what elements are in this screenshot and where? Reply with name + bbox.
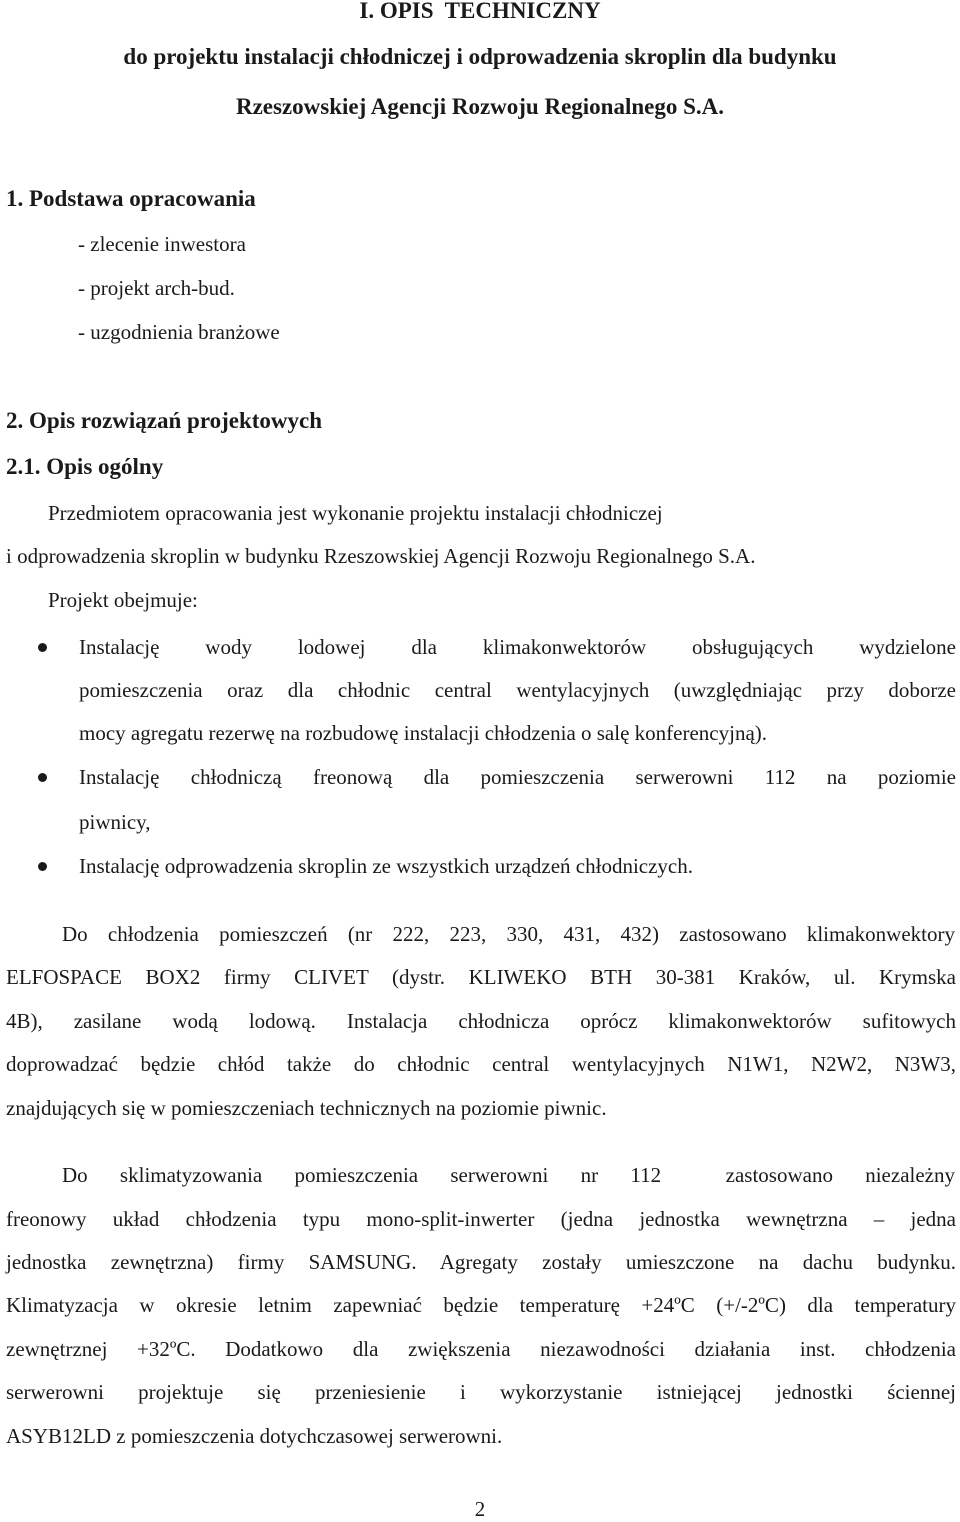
title-line-1: I. OPIS TECHNICZNY bbox=[359, 0, 601, 23]
bullet-dot-icon bbox=[38, 773, 47, 782]
title-line-2: do projektu instalacji chłodniczej i odprowadzenia skroplin dla budynku bbox=[123, 44, 837, 69]
basis-item: - zlecenie inwestora bbox=[78, 232, 246, 256]
basis-item: - projekt arch-bud. bbox=[78, 276, 235, 300]
paragraph-2-line: jednostka zewnętrzna) firmy SAMSUNG. Agregaty zostały umieszczone na dachu budynku. bbox=[6, 1250, 956, 1274]
bullet-line: piwnicy, bbox=[79, 810, 151, 834]
bullet-line: Instalację chłodniczą freonową dla pomieszczenia serwerowni 112 na poziomie bbox=[79, 765, 956, 789]
intro-line: i odprowadzenia skroplin w budynku Rzeszowskiej Agencji Rozwoju Regionalnego S.A. bbox=[6, 544, 756, 568]
basis-item: - uzgodnienia branżowe bbox=[78, 320, 280, 344]
bullet-dot-icon bbox=[38, 643, 47, 652]
paragraph-2-line: ASYB12LD z pomieszczenia dotychczasowej serwerowni. bbox=[6, 1424, 503, 1448]
section-2-heading: 2. Opis rozwiązań projektowych bbox=[6, 408, 323, 433]
bullet-line: Instalację odprowadzenia skroplin ze wszystkich urządzeń chłodniczych. bbox=[79, 854, 694, 878]
paragraph-2-line: Klimatyzacja w okresie letnim zapewniać będzie temperaturę +24ºC (+/-2ºC) dla temperatury bbox=[6, 1293, 956, 1317]
bullet-dot-icon bbox=[38, 862, 47, 871]
intro-line: Przedmiotem opracowania jest wykonanie projektu instalacji chłodniczej bbox=[48, 501, 663, 525]
paragraph-1-line: znajdujących się w pomieszczeniach technicznych na poziomie piwnic. bbox=[6, 1096, 607, 1120]
paragraph-2-line: zewnętrznej +32ºC. Dodatkowo dla zwiększenia niezawodności działania inst. chłodzenia bbox=[6, 1337, 956, 1361]
paragraph-1-line: 4B), zasilane wodą lodową. Instalacja chłodnicza oprócz klimakonwektorów sufitowych bbox=[6, 1009, 956, 1033]
paragraph-2-line: serwerowni projektuje się przeniesienie i wykorzystanie istniejącej jednostki ściennej bbox=[6, 1380, 956, 1404]
section-2-1-heading: 2.1. Opis ogólny bbox=[6, 454, 164, 479]
paragraph-2-line: Do sklimatyzowania pomieszczenia serwerowni nr 112 zastosowano niezależny bbox=[62, 1163, 955, 1187]
section-1-heading: 1. Podstawa opracowania bbox=[6, 186, 256, 211]
bullet-line: mocy agregatu rezerwę na rozbudowę instalacji chłodzenia o salę konferencyjną). bbox=[79, 721, 768, 745]
page-number: 2 bbox=[474, 1497, 486, 1521]
scope-label: Projekt obejmuje: bbox=[48, 588, 198, 612]
bullet-line: Instalację wody lodowej dla klimakonwektorów obsługujących wydzielone bbox=[79, 635, 956, 659]
paragraph-1-line: doprowadzać będzie chłód także do chłodnic central wentylacyjnych N1W1, N2W2, N3W3, bbox=[6, 1052, 956, 1076]
paragraph-1-line: ELFOSPACE BOX2 firmy CLIVET (dystr. KLIWEKO BTH 30-381 Kraków, ul. Krymska bbox=[6, 965, 956, 989]
title-line-3: Rzeszowskiej Agencji Rozwoju Regionalnego S.A. bbox=[235, 94, 725, 119]
paragraph-2-line: freonowy układ chłodzenia typu mono-split-inwerter (jedna jednostka wewnętrzna – jedna bbox=[6, 1207, 956, 1231]
paragraph-1-line: Do chłodzenia pomieszczeń (nr 222, 223, 330, 431, 432) zastosowano klimakonwektory bbox=[62, 922, 955, 946]
bullet-line: pomieszczenia oraz dla chłodnic central wentylacyjnych (uwzględniając przy doborze bbox=[79, 678, 956, 702]
